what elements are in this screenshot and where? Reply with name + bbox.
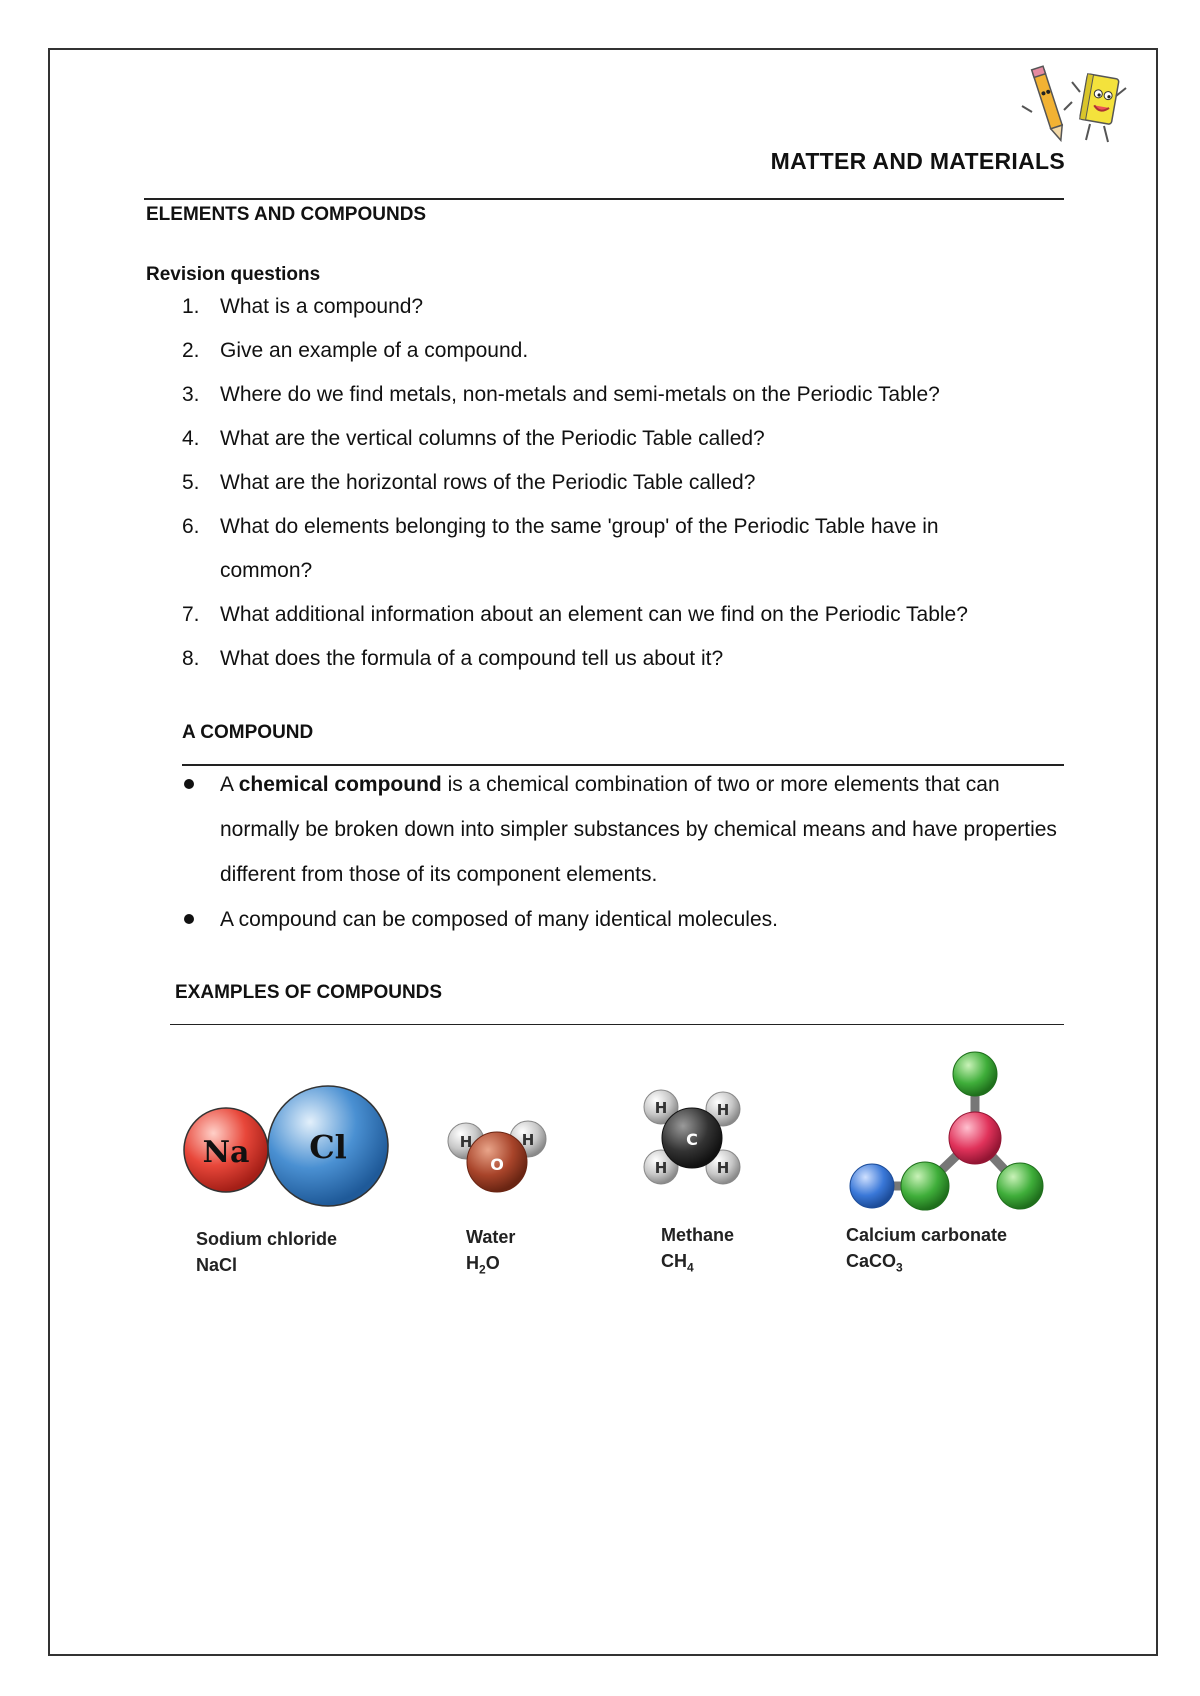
formula-part: O — [485, 1253, 500, 1273]
question-item — [180, 461, 1080, 505]
sodium-chloride-caption — [196, 1226, 337, 1278]
oxygen-label: O — [490, 1155, 504, 1174]
calcium-carbonate-caption — [846, 1222, 1007, 1281]
methane-caption — [661, 1222, 734, 1281]
water-molecule — [448, 1121, 546, 1192]
formula-subscript: 4 — [687, 1260, 694, 1275]
question-number: 2. — [182, 339, 200, 362]
sodium-chloride-molecule — [184, 1086, 388, 1206]
title-rule — [144, 198, 1064, 200]
oxygen-atom — [953, 1052, 997, 1096]
pencil-and-book-mascots-icon — [1020, 62, 1130, 152]
question-text: Where do we find metals, non-metals and semi-metals on the Periodic Table? — [220, 383, 940, 406]
question-text: Give an example of a compound. — [220, 339, 529, 362]
calcium-atom — [850, 1164, 894, 1208]
question-item — [180, 637, 1080, 681]
question-item — [180, 329, 1080, 373]
question-number: 6. — [182, 515, 200, 538]
question-item — [180, 285, 1080, 329]
compound-formula — [661, 1248, 734, 1281]
question-number: 3. — [182, 383, 200, 406]
bullet-text: is a chemical combination of two or more elements that can normally be broken down into simpler substances by chemical means and have properties different from those of its component elements. — [220, 773, 1057, 886]
examples-rule — [170, 1024, 1064, 1025]
compound-formula — [846, 1248, 1007, 1281]
section-heading-elements-compounds: ELEMENTS AND COMPOUNDS — [146, 204, 427, 225]
question-number: 4. — [182, 427, 200, 450]
oxygen-atom — [997, 1163, 1043, 1209]
question-text: What additional information about an element can we find on the Periodic Table? — [220, 603, 968, 626]
hydrogen-label: H — [521, 1131, 535, 1149]
bullet-icon — [184, 779, 194, 789]
question-number: 5. — [182, 471, 200, 494]
revision-question-list — [180, 285, 1080, 681]
bullet-text-prefix: A — [220, 773, 239, 796]
page-title: MATTER AND MATERIALS — [770, 148, 1065, 174]
bullet-icon — [184, 914, 194, 924]
compound-name: Sodium chloride — [196, 1229, 338, 1249]
water-caption — [466, 1224, 515, 1283]
question-text: What do elements belonging to the same 'group' of the Periodic Table have in common? — [220, 515, 939, 582]
formula-part: CH — [661, 1251, 687, 1271]
formula-subscript: 2 — [479, 1262, 486, 1277]
hydrogen-label: H — [716, 1101, 730, 1119]
question-item — [180, 417, 1080, 461]
question-item — [180, 505, 1020, 593]
hydrogen-label: H — [459, 1133, 473, 1151]
question-number: 7. — [182, 603, 200, 626]
sodium-atom-label: Na — [202, 1135, 250, 1170]
compound-name: Calcium carbonate — [846, 1225, 1008, 1245]
section-heading-a-compound: A COMPOUND — [182, 722, 314, 743]
question-text: What is a compound? — [220, 295, 424, 318]
methane-molecule — [644, 1090, 740, 1184]
formula-subscript: 3 — [896, 1260, 903, 1275]
carbon-atom — [949, 1112, 1001, 1164]
hydrogen-label: H — [716, 1159, 730, 1177]
oxygen-atom — [901, 1162, 949, 1210]
question-item — [180, 593, 1080, 637]
formula-part: CaCO — [846, 1251, 897, 1271]
hydrogen-label: H — [654, 1159, 668, 1177]
question-text: What are the vertical columns of the Periodic Table called? — [220, 427, 765, 450]
definition-bullet-item — [180, 762, 1070, 897]
question-item — [180, 373, 1080, 417]
definition-bullet-item — [180, 897, 1070, 942]
question-number: 8. — [182, 647, 200, 670]
compound-definition-list — [180, 762, 1070, 942]
compound-formula: NaCl — [196, 1255, 238, 1275]
compound-formula — [466, 1250, 515, 1283]
question-number: 1. — [182, 295, 200, 318]
revision-questions-heading: Revision questions — [146, 264, 321, 285]
hydrogen-label: H — [654, 1099, 668, 1117]
bold-term: chemical compound — [238, 773, 442, 796]
calcium-carbonate-molecule — [850, 1052, 1043, 1210]
chlorine-atom-label: Cl — [309, 1128, 347, 1166]
compound-name: Methane — [661, 1225, 735, 1245]
section-heading-examples: EXAMPLES OF COMPOUNDS — [175, 982, 443, 1003]
question-text: What are the horizontal rows of the Periodic Table called? — [220, 471, 756, 494]
bullet-text: A compound can be composed of many identical molecules. — [220, 908, 778, 931]
question-text: What does the formula of a compound tell us about it? — [220, 647, 724, 670]
formula-part: H — [466, 1253, 479, 1273]
compound-name: Water — [466, 1227, 516, 1247]
carbon-label: C — [686, 1130, 698, 1149]
